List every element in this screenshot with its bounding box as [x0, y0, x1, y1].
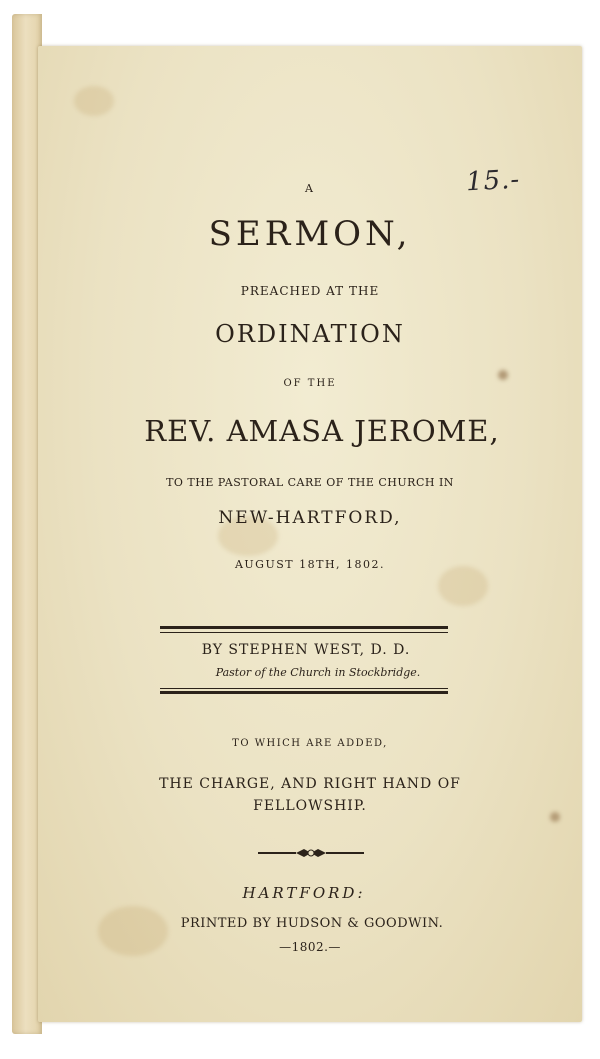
bottom-double-rule [160, 691, 448, 694]
printers-ornament-icon [256, 846, 366, 860]
top-double-rule [160, 626, 448, 629]
top-double-rule-thin [160, 632, 448, 633]
title-page [38, 46, 582, 1022]
handwritten-price-note: 15.- [465, 164, 521, 198]
imprint-year: —1802.— [279, 940, 341, 954]
author-line: BY STEPHEN WEST, D. D. [201, 642, 411, 658]
occasion-line: ORDINATION [215, 320, 405, 348]
preached-at-line: PREACHED AT THE [240, 284, 380, 298]
author-role: Pastor of the Church in Stockbridge. [215, 666, 421, 679]
imprint-printer: PRINTED BY HUDSON & GOODWIN. [180, 916, 444, 931]
page-title: SERMON, [208, 214, 412, 254]
purpose-line: TO THE PASTORAL CARE OF THE CHURCH IN [166, 476, 454, 489]
added-line-2: FELLOWSHIP. [253, 798, 367, 814]
added-line-1: THE CHARGE, AND RIGHT HAND OF [159, 776, 461, 792]
bottom-double-rule-thin [160, 688, 448, 689]
date-line: AUGUST 18TH, 1802. [234, 558, 386, 571]
subject-name: REV. AMASA JEROME, [144, 414, 500, 448]
foxing-spot [74, 86, 114, 116]
place-line: NEW-HARTFORD, [218, 508, 402, 528]
foxing-spot [438, 566, 488, 606]
title-article: A [305, 182, 315, 195]
of-the-line: OF THE [283, 378, 337, 389]
added-intro: TO WHICH ARE ADDED, [232, 738, 388, 749]
imprint-city: HARTFORD: [242, 884, 366, 902]
